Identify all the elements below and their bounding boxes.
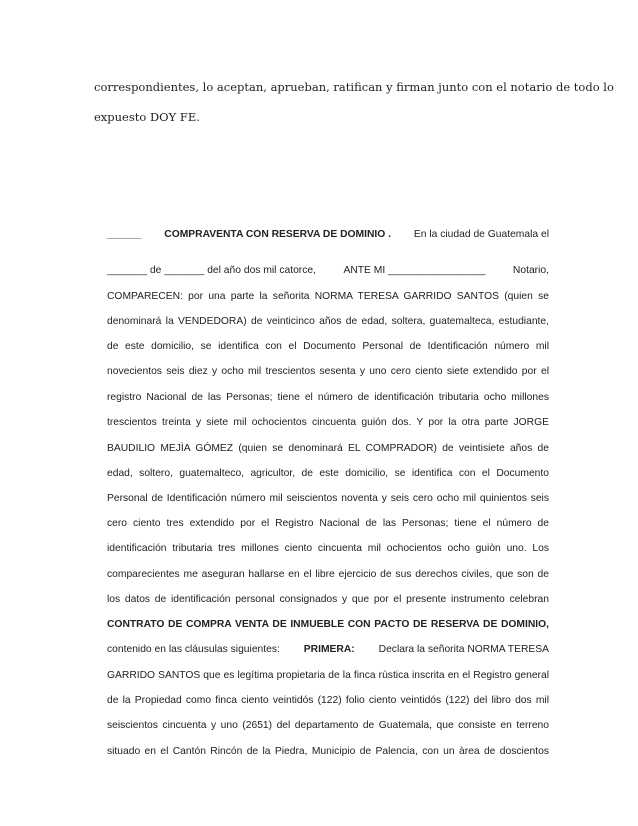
doc-line-text: trescientos treinta y siete mil ochocientos cincuenta guión dos. Y por la otra parte JORGE — [107, 417, 549, 428]
top-paragraph-line-1: correspondientes, lo aceptan, aprueban, ratifican y firman junto con el notario de todo lo — [94, 80, 614, 94]
date-text: _______ de _______ del año dos mil catorce, — [107, 265, 316, 276]
notary-label: Notario, — [512, 265, 549, 276]
clause-primera-label: PRIMERA: — [303, 644, 355, 655]
top-paragraph-line-2: expuesto DOY FE. — [94, 110, 200, 124]
doc-line-2 — [107, 265, 549, 276]
doc-line-3 — [107, 291, 549, 302]
doc-line-text: los datos de identificación personal consignados y que por el presente instrumento celebran — [107, 594, 549, 605]
doc-line-21 — [107, 746, 549, 757]
doc-line-16 — [107, 619, 549, 630]
notary-blank: ANTE MI _________________ — [343, 265, 486, 276]
doc-line-text: GARRIDO SANTOS que es legítima propietaria de la finca rùstica inscrita en el Registro general — [107, 670, 549, 681]
doc-line-text: novecientos seis diez y ocho mil trescientos sesenta y uno cero ciento siete extendido por el — [107, 366, 549, 377]
contract-heading: COMPRAVENTA CON RESERVA DE DOMINIO . — [164, 229, 392, 240]
doc-line-text: BAUDILIO MEJÌA GÓMEZ (quien se denominará EL COMPRADOR) de veintisiete años de — [107, 443, 549, 454]
clause-primera-text: Declara la señorita NORMA TERESA — [378, 644, 549, 655]
doc-line-text: COMPARECEN: por una parte la señorita NORMA TERESA GARRIDO SANTOS (quien se — [107, 291, 549, 302]
doc-line-4 — [107, 316, 549, 327]
doc-line-12 — [107, 518, 549, 529]
doc-line-20 — [107, 720, 549, 731]
clauses-intro: contenido en las cláusulas siguientes: — [107, 644, 280, 655]
doc-line-1-text: En la ciudad de Guatemala el — [413, 229, 549, 240]
doc-line-text: identificación tributaria tres millones ciento cincuenta mil ochocientos ocho guiòn uno. Los — [107, 543, 549, 554]
doc-line-text: comparecientes me aseguran hallarse en el libre ejercicio de sus derechos civiles, que son de — [107, 569, 549, 580]
doc-line-18 — [107, 670, 549, 681]
doc-line-text: denominará la VENDEDORA) de veinticinco años de edad, soltera, guatemalteca, estudiante, — [107, 316, 549, 327]
doc-line-19 — [107, 695, 549, 706]
doc-line-6 — [107, 366, 549, 377]
doc-line-text: registro Nacional de las Personas; tiene el número de identificación tributaria ocho millones — [107, 392, 549, 403]
doc-line-text: Personal de Identificación número mil seiscientos noventa y seis cero ocho mil quinientos seis — [107, 493, 549, 504]
doc-line-text: de la Propiedad como finca ciento veintidós (122) folio ciento veintidós (122) del libro dos mil — [107, 695, 549, 706]
doc-line-text: edad, soltero, guatemalteco, agricultor, de este domicilio, se identifica con el Documento — [107, 468, 549, 479]
doc-line-13 — [107, 543, 549, 554]
doc-line-9 — [107, 443, 549, 454]
doc-line-10 — [107, 468, 549, 479]
doc-line-15 — [107, 594, 549, 605]
doc-line-text: seiscientos cincuenta y uno (2651) del departamento de Guatemala, que consiste en terreno — [107, 720, 549, 731]
contract-title: CONTRATO DE COMPRA VENTA DE INMUEBLE CON PACTO DE RESERVA DE DOMINIO, — [107, 619, 549, 630]
doc-line-14 — [107, 569, 549, 580]
date-blank: ______ — [107, 229, 142, 240]
doc-line-1 — [107, 229, 549, 240]
doc-line-17 — [107, 644, 549, 655]
doc-line-5 — [107, 341, 549, 352]
doc-line-text: de este domicilio, se identifica con el Documento Personal de Identificación número mil — [107, 341, 549, 352]
doc-line-7 — [107, 392, 549, 403]
doc-line-text: cero ciento tres extendido por el Registro Nacional de las Personas; tiene el número de — [107, 518, 549, 529]
doc-line-8 — [107, 417, 549, 428]
doc-line-text: situado en el Cantón Rincón de la Piedra, Municipio de Palencia, con un àrea de doscientos — [107, 746, 549, 757]
doc-line-11 — [107, 493, 549, 504]
